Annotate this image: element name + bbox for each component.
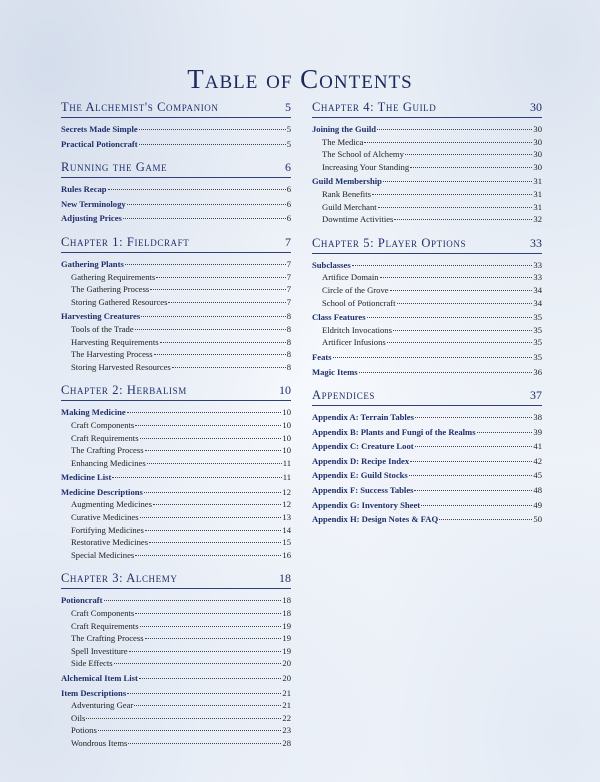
dot-leader — [377, 129, 532, 130]
dot-leader — [352, 265, 533, 266]
toc-subentry[interactable] — [61, 737, 291, 750]
entry-page-number: 30 — [533, 124, 542, 134]
chapter-page-number: 5 — [285, 100, 291, 114]
dot-leader — [144, 492, 282, 493]
entry-label: Downtime Activities — [322, 214, 394, 225]
dot-leader — [139, 129, 286, 130]
entry-label: Gathering Plants — [61, 258, 124, 269]
entry-label: Appendix E: Guild Stocks — [312, 470, 408, 481]
entry-label: The Crafting Process — [71, 633, 144, 644]
entry-label: Gathering Requirements — [71, 271, 156, 282]
chapter-heading[interactable] — [61, 383, 291, 401]
toc-subentry[interactable] — [312, 271, 542, 284]
dot-leader — [168, 302, 285, 303]
toc-subentry[interactable] — [61, 323, 291, 336]
section-spacer — [312, 378, 542, 384]
entry-label: Circle of the Grove — [322, 284, 389, 295]
entry-page-number: 13 — [282, 512, 291, 523]
toc-subentry[interactable] — [312, 188, 542, 201]
entry-label: School of Potioncraft — [322, 297, 396, 308]
entry-page-number: 8 — [286, 336, 291, 347]
entry-label: Alchemical Item List — [61, 673, 138, 683]
entry-page-number: 34 — [533, 284, 542, 295]
entry-label: New Terminology — [61, 198, 126, 209]
entry-page-number: 35 — [533, 324, 542, 335]
entry-label: Increasing Your Standing — [322, 161, 410, 172]
entry-page-number: 15 — [282, 537, 291, 548]
dot-leader — [367, 317, 533, 318]
dot-leader — [160, 342, 286, 343]
entry-label: Enhancing Medicines — [71, 457, 146, 468]
entry-page-number: 8 — [286, 311, 291, 322]
chapter-heading[interactable] — [61, 100, 291, 118]
toc-subentry[interactable] — [61, 296, 291, 309]
entry-label: Feats — [312, 351, 332, 362]
entry-page-number: 8 — [286, 361, 291, 372]
dot-leader — [364, 142, 532, 143]
entry-page-number: 5 — [286, 124, 291, 134]
entry-label: Oils — [71, 712, 86, 723]
dot-leader — [147, 463, 282, 464]
section-spacer — [61, 225, 291, 231]
toc-subentry[interactable] — [61, 607, 291, 620]
dot-leader — [135, 329, 286, 330]
section-spacer — [312, 226, 542, 232]
entry-page-number: 11 — [282, 472, 291, 483]
chapter-title: Chapter 2: Herbalism — [61, 383, 187, 398]
chapter-title: Appendices — [312, 388, 376, 403]
dot-leader — [333, 357, 533, 358]
page-title: Table of Contents — [187, 64, 413, 94]
toc-entry[interactable] — [61, 687, 291, 700]
dot-leader — [104, 600, 282, 601]
section-spacer — [61, 561, 291, 567]
entry-page-number: 33 — [533, 259, 542, 270]
entry-page-number: 31 — [533, 201, 542, 212]
entry-label: Craft Components — [71, 608, 135, 619]
toc-column-right — [312, 100, 542, 536]
entry-label: Harvesting Creatures — [61, 311, 141, 322]
toc-section — [61, 160, 291, 231]
toc-subentry[interactable] — [312, 213, 542, 226]
toc-section — [312, 236, 542, 384]
entry-label: Appendix A: Terrain Tables — [312, 412, 414, 423]
toc-section — [61, 100, 291, 156]
dot-leader — [172, 367, 286, 368]
entry-page-number: 10 — [282, 432, 291, 443]
toc-subentry[interactable] — [312, 284, 542, 297]
entry-page-number: 42 — [533, 455, 542, 466]
dot-leader — [145, 530, 282, 531]
dot-leader — [140, 626, 282, 627]
toc-subentry[interactable] — [61, 361, 291, 374]
toc-section — [312, 388, 542, 532]
entry-page-number: 12 — [282, 486, 291, 497]
dot-leader — [127, 693, 281, 694]
entry-label: Subclasses — [312, 259, 351, 270]
entry-page-number: 30 — [533, 149, 542, 160]
entry-page-number: 22 — [282, 712, 291, 723]
entry-page-number: 10 — [282, 445, 291, 456]
entry-label: Appendix G: Inventory Sheet — [312, 499, 421, 510]
entry-label: Storing Gathered Resources — [71, 296, 168, 307]
dot-leader — [410, 167, 532, 168]
dot-leader — [145, 450, 282, 451]
dot-leader — [156, 277, 285, 278]
toc-subentry[interactable] — [61, 457, 291, 470]
entry-label: Rank Benefits — [322, 188, 371, 199]
entry-page-number: 5 — [286, 138, 291, 149]
dot-leader — [129, 651, 282, 652]
dot-leader — [135, 425, 281, 426]
entry-label: Artificer Infusions — [322, 337, 386, 348]
entry-label: Artifice Domain — [322, 272, 379, 283]
entry-label: Appendix H: Design Notes & FAQ — [312, 514, 439, 525]
toc-entry[interactable] — [312, 455, 542, 468]
toc-subentry[interactable] — [312, 336, 542, 349]
dot-leader — [127, 204, 286, 205]
entry-label: Joining the Guild — [312, 124, 376, 134]
entry-label: Secrets Made Simple — [61, 124, 138, 134]
entry-page-number: 7 — [286, 284, 291, 295]
chapter-heading[interactable] — [312, 236, 542, 254]
entry-page-number: 19 — [282, 620, 291, 631]
entry-label: Craft Requirements — [71, 432, 139, 443]
toc-subentry[interactable] — [61, 620, 291, 633]
dot-leader — [149, 542, 281, 543]
entry-label: Making Medicine — [61, 407, 126, 418]
entry-page-number: 6 — [286, 184, 291, 195]
entry-label: Adventuring Gear — [71, 700, 134, 711]
entry-label: Craft Requirements — [71, 620, 139, 631]
entry-page-number: 35 — [533, 351, 542, 362]
entry-label: Medicine List — [61, 472, 112, 483]
toc-subentry[interactable] — [61, 712, 291, 725]
entry-label: The Gathering Process — [71, 284, 150, 295]
chapter-heading[interactable] — [61, 160, 291, 178]
chapter-title: Chapter 3: Alchemy — [61, 571, 178, 586]
section-spacer — [61, 750, 291, 756]
dot-leader — [127, 412, 282, 413]
dot-leader — [383, 181, 532, 182]
entry-page-number: 8 — [286, 349, 291, 360]
entry-label: Guild Membership — [312, 176, 382, 187]
chapter-heading[interactable] — [312, 100, 542, 118]
toc-entry[interactable] — [61, 310, 291, 323]
toc-subentry[interactable] — [312, 136, 542, 149]
entry-page-number: 30 — [533, 161, 542, 172]
chapter-page-number: 7 — [285, 234, 291, 249]
dot-leader — [141, 316, 286, 317]
entry-label: Magic Items — [312, 366, 358, 377]
dot-leader — [139, 144, 286, 145]
toc-entry[interactable] — [61, 198, 291, 211]
entry-page-number: 21 — [282, 687, 291, 698]
entry-page-number: 7 — [286, 258, 291, 269]
entry-page-number: 7 — [286, 271, 291, 282]
entry-label: Restorative Medicines — [71, 537, 149, 548]
entry-page-number: 38 — [533, 412, 542, 423]
toc-subentry[interactable] — [312, 201, 542, 214]
entry-page-number: 12 — [282, 499, 291, 510]
entry-label: The School of Alchemy — [322, 149, 404, 160]
toc-entry[interactable] — [312, 469, 542, 482]
toc-entry[interactable] — [61, 212, 291, 225]
chapter-heading[interactable] — [312, 388, 542, 406]
toc-section — [312, 100, 542, 232]
toc-entry[interactable] — [61, 672, 291, 685]
dot-leader — [114, 663, 282, 664]
entry-label: Potioncraft — [61, 595, 103, 606]
entry-page-number: 8 — [286, 323, 291, 334]
toc-entry[interactable] — [61, 471, 291, 484]
toc-subentry[interactable] — [61, 432, 291, 445]
entry-page-number: 18 — [282, 595, 291, 606]
chapter-page-number: 33 — [530, 235, 542, 250]
toc-section — [61, 571, 291, 755]
entry-page-number: 10 — [282, 407, 291, 418]
toc-subentry[interactable] — [61, 657, 291, 670]
toc-subentry[interactable] — [61, 419, 291, 432]
toc-subentry[interactable] — [312, 324, 542, 337]
dot-leader — [394, 219, 532, 220]
entry-label: Appendix F: Success Tables — [312, 485, 414, 496]
entry-page-number: 35 — [533, 337, 542, 348]
entry-page-number: 10 — [282, 419, 291, 430]
toc-entry[interactable] — [61, 123, 291, 136]
entry-label: Medicine Descriptions — [61, 486, 143, 497]
toc-subentry[interactable] — [61, 511, 291, 524]
dot-leader — [139, 678, 282, 679]
toc-entry[interactable] — [312, 259, 542, 272]
entry-label: Storing Harvested Resources — [71, 361, 171, 372]
entry-page-number: 49 — [533, 499, 542, 510]
entry-page-number: 19 — [282, 633, 291, 644]
chapter-page-number: 30 — [530, 100, 542, 114]
toc-subentry[interactable] — [61, 498, 291, 511]
entry-page-number: 31 — [533, 188, 542, 199]
dot-leader — [86, 718, 281, 719]
section-spacer — [61, 150, 291, 156]
toc-entry[interactable] — [312, 175, 542, 188]
toc-subentry[interactable] — [61, 645, 291, 658]
toc-entry[interactable] — [312, 499, 542, 512]
chapter-heading[interactable] — [61, 235, 291, 253]
dot-leader — [387, 342, 533, 343]
chapter-page-number: 6 — [285, 160, 291, 175]
entry-page-number: 11 — [282, 457, 291, 468]
section-spacer — [61, 373, 291, 379]
toc-subentry[interactable] — [61, 283, 291, 296]
toc-subentry[interactable] — [61, 524, 291, 537]
dot-leader — [415, 446, 533, 447]
toc-subentry[interactable] — [61, 336, 291, 349]
dot-leader — [393, 330, 532, 331]
toc-entry[interactable] — [312, 426, 542, 439]
entry-label: Craft Components — [71, 419, 135, 430]
toc-subentry[interactable] — [61, 444, 291, 457]
entry-label: Class Features — [312, 312, 366, 323]
toc-subentry[interactable] — [61, 549, 291, 562]
dot-leader — [405, 154, 533, 155]
chapter-page-number: 37 — [530, 388, 542, 403]
dot-leader — [397, 303, 533, 304]
entry-page-number: 41 — [533, 441, 542, 452]
entry-label: Guild Merchant — [322, 201, 377, 212]
toc-entry[interactable] — [61, 594, 291, 607]
toc-entry[interactable] — [61, 486, 291, 499]
toc-entry[interactable] — [312, 311, 542, 324]
toc-subentry[interactable] — [312, 297, 542, 310]
entry-label: Potions — [71, 725, 97, 736]
entry-label: Side Effects — [71, 658, 113, 669]
toc-entry[interactable] — [312, 440, 542, 453]
toc-subentry[interactable] — [61, 632, 291, 645]
entry-label: Adjusting Prices — [61, 213, 122, 224]
chapter-page-number: 10 — [279, 383, 291, 398]
chapter-title: Chapter 5: Player Options — [312, 235, 467, 250]
entry-label: Special Medicines — [71, 549, 135, 560]
entry-page-number: 14 — [282, 524, 291, 535]
entry-label: Fortifying Medicines — [71, 524, 144, 535]
entry-label: Appendix B: Plants and Fungi of the Realms — [312, 426, 476, 437]
dot-leader — [477, 432, 533, 433]
entry-page-number: 48 — [533, 485, 542, 496]
toc-entry[interactable] — [61, 406, 291, 419]
toc-subentry[interactable] — [61, 699, 291, 712]
dot-leader — [415, 417, 532, 418]
dot-leader — [108, 189, 286, 190]
toc-section — [61, 383, 291, 567]
section-spacer — [312, 526, 542, 532]
entry-label: Item Descriptions — [61, 687, 127, 698]
entry-label: Rules Recap — [61, 184, 107, 195]
entry-page-number: 6 — [286, 198, 291, 209]
entry-label: Augmenting Medicines — [71, 499, 152, 510]
dot-leader — [145, 638, 282, 639]
chapter-page-number: 18 — [279, 571, 291, 586]
entry-page-number: 39 — [533, 426, 542, 437]
entry-page-number: 6 — [286, 213, 291, 224]
toc-entry[interactable] — [61, 258, 291, 271]
entry-label: The Medica — [322, 136, 364, 147]
dot-leader — [409, 475, 533, 476]
entry-page-number: 31 — [533, 176, 542, 187]
toc-entry[interactable] — [312, 411, 542, 424]
dot-leader — [98, 730, 282, 731]
dot-leader — [123, 218, 286, 219]
toc-entry[interactable] — [312, 351, 542, 364]
dot-leader — [153, 504, 281, 505]
toc-entry[interactable] — [61, 138, 291, 151]
entry-label: Eldritch Invocations — [322, 324, 392, 335]
toc-subentry[interactable] — [312, 148, 542, 161]
entry-label: Appendix D: Recipe Index — [312, 455, 410, 466]
entry-page-number: 18 — [282, 608, 291, 619]
dot-leader — [112, 477, 281, 478]
dot-leader — [380, 277, 533, 278]
toc-entry[interactable] — [312, 123, 542, 136]
entry-label: Appendix C: Creature Loot — [312, 441, 414, 452]
dot-leader — [150, 289, 285, 290]
entry-page-number: 32 — [533, 214, 542, 225]
entry-page-number: 16 — [282, 549, 291, 560]
entry-label: Wondrous Items — [71, 737, 128, 748]
chapter-title: Running the Game — [61, 160, 168, 175]
entry-label: Tools of the Trade — [71, 323, 134, 334]
entry-page-number: 50 — [533, 514, 542, 525]
entry-label: Curative Medicines — [71, 512, 139, 523]
toc-entry[interactable] — [312, 513, 542, 526]
entry-page-number: 35 — [533, 312, 542, 323]
entry-page-number: 33 — [533, 272, 542, 283]
entry-page-number: 19 — [282, 645, 291, 656]
entry-label: The Crafting Process — [71, 445, 144, 456]
toc-entry[interactable] — [312, 366, 542, 379]
entry-label: Spell Investiture — [71, 645, 128, 656]
entry-page-number: 45 — [533, 470, 542, 481]
toc-subentry[interactable] — [61, 724, 291, 737]
toc-subentry[interactable] — [61, 271, 291, 284]
toc-subentry[interactable] — [61, 348, 291, 361]
chapter-heading[interactable] — [61, 571, 291, 589]
toc-subentry[interactable] — [61, 536, 291, 549]
entry-page-number: 23 — [282, 725, 291, 736]
chapter-title: Chapter 1: Fieldcraft — [61, 234, 190, 249]
dot-leader — [154, 354, 286, 355]
toc-entry[interactable] — [312, 484, 542, 497]
toc-subentry[interactable] — [312, 161, 542, 174]
dot-leader — [140, 438, 282, 439]
toc-section — [61, 235, 291, 379]
dot-leader — [128, 743, 281, 744]
dot-leader — [135, 613, 281, 614]
dot-leader — [421, 505, 532, 506]
dot-leader — [359, 372, 533, 373]
entry-label: The Harvesting Process — [71, 349, 153, 360]
entry-page-number: 28 — [282, 737, 291, 748]
dot-leader — [134, 705, 281, 706]
entry-page-number: 36 — [533, 366, 542, 377]
dot-leader — [125, 264, 286, 265]
dot-leader — [439, 519, 532, 520]
entry-page-number: 20 — [282, 658, 291, 669]
entry-page-number: 21 — [282, 700, 291, 711]
entry-page-number: 30 — [533, 136, 542, 147]
dot-leader — [390, 290, 533, 291]
dot-leader — [410, 461, 532, 462]
entry-label: Practical Potioncraft — [61, 138, 138, 149]
chapter-title: Chapter 4: The Guild — [312, 100, 437, 114]
dot-leader — [378, 207, 533, 208]
dot-leader — [372, 194, 532, 195]
dot-leader — [414, 490, 532, 491]
toc-entry[interactable] — [61, 183, 291, 196]
entry-label: Harvesting Requirements — [71, 336, 159, 347]
chapter-title: The Alchemist's Companion — [61, 100, 219, 114]
dot-leader — [140, 517, 282, 518]
entry-page-number: 20 — [282, 673, 291, 683]
toc-column-left — [61, 100, 291, 760]
entry-page-number: 7 — [286, 296, 291, 307]
dot-leader — [135, 555, 281, 556]
entry-page-number: 34 — [533, 297, 542, 308]
